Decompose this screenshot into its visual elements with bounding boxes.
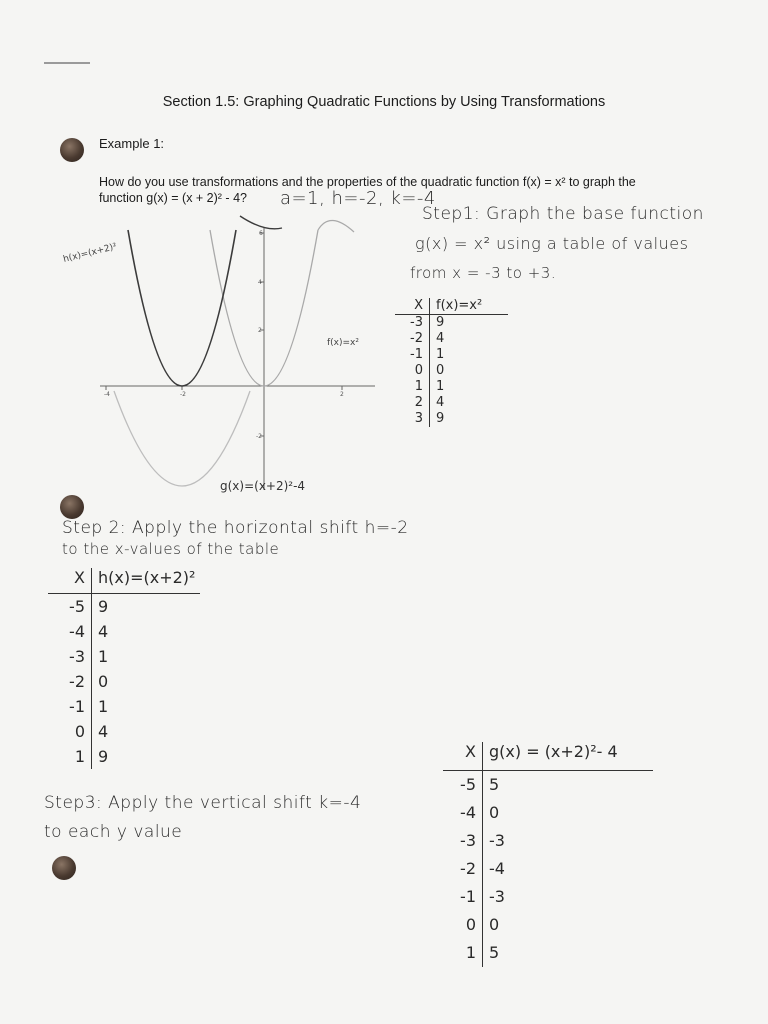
- x-ticks: [106, 386, 342, 390]
- question-line-1: How do you use transformations and the properties of the quadratic function f(x) = x² to graph the: [99, 175, 636, 189]
- cell-x: 1: [48, 744, 92, 769]
- table-row: [443, 855, 653, 883]
- table-row: [395, 363, 508, 379]
- curve-g: [114, 391, 250, 486]
- question-line-2: function g(x) = (x + 2)² - 4?: [99, 191, 247, 205]
- cell-y: 0: [489, 803, 500, 822]
- cell-x: 3: [395, 411, 430, 427]
- cell-y: 4: [436, 331, 445, 346]
- table-step2: [48, 568, 200, 769]
- cell-y: 4: [98, 622, 109, 641]
- table-step1: [395, 298, 508, 427]
- cell-y: 9: [98, 597, 109, 616]
- label-g: g(x)=(x+2)²-4: [220, 479, 306, 493]
- cell-y: 1: [98, 697, 109, 716]
- cell-x: -2: [48, 669, 92, 694]
- step2-line-1: Step 2: Apply the horizontal shift h=-2: [62, 518, 409, 538]
- cell-x: 0: [48, 719, 92, 744]
- page-title: Section 1.5: Graphing Quadratic Functions by Using Transformations: [162, 94, 606, 110]
- cell-x: -5: [48, 594, 92, 619]
- tick-label: 2: [258, 327, 262, 334]
- cell-x: -1: [395, 347, 430, 363]
- cell-x: -3: [443, 827, 483, 855]
- table-row: [48, 719, 200, 744]
- transformations-graph: [55, 210, 395, 510]
- cell-y: 9: [436, 411, 445, 426]
- curve-h: [128, 230, 236, 386]
- cell-x: -4: [443, 799, 483, 827]
- table-row: [48, 644, 200, 669]
- step3-line-2: to each y value: [44, 822, 183, 842]
- cell-y: 0: [98, 672, 109, 691]
- cell-x: 1: [443, 939, 483, 967]
- cell-x: -1: [443, 883, 483, 911]
- cell-x: -2: [395, 331, 430, 347]
- header-y: h(x)=(x+2)²: [98, 568, 196, 587]
- example-label: Example 1:: [99, 136, 165, 151]
- scan-edge-mark: [44, 62, 90, 64]
- table-header: [443, 742, 653, 771]
- label-f: f(x)=x²: [327, 338, 359, 348]
- table-row: [48, 669, 200, 694]
- cell-x: 1: [395, 379, 430, 395]
- punch-hole-icon: [60, 138, 84, 162]
- table-row: [443, 883, 653, 911]
- y-ticks: [260, 233, 264, 436]
- cell-y: 1: [98, 647, 109, 666]
- tick-label: 2: [340, 391, 344, 398]
- header-y: f(x)=x²: [436, 298, 483, 313]
- cell-y: 9: [436, 315, 445, 330]
- table-header: [395, 298, 508, 315]
- cell-x: -5: [443, 771, 483, 799]
- cell-y: -4: [489, 859, 505, 878]
- header-x: X: [443, 742, 483, 770]
- header-x: X: [395, 298, 430, 314]
- table-row: [395, 395, 508, 411]
- cell-x: 2: [395, 395, 430, 411]
- cell-y: 1: [436, 379, 445, 394]
- table-row: [443, 827, 653, 855]
- cell-y: -3: [489, 887, 505, 906]
- step3-line-1: Step3: Apply the vertical shift k=-4: [44, 793, 362, 813]
- tick-label: 6: [259, 230, 263, 237]
- cell-y: -3: [489, 831, 505, 850]
- table-row: [48, 744, 200, 769]
- cell-y: 0: [489, 915, 500, 934]
- step1-line-3: from x = -3 to +3.: [410, 264, 557, 282]
- tick-label: 4: [258, 279, 262, 286]
- table-row: [395, 331, 508, 347]
- table-row: [48, 694, 200, 719]
- cell-x: 0: [395, 363, 430, 379]
- cell-x: -2: [443, 855, 483, 883]
- table-row: [443, 771, 653, 799]
- table-header: [48, 568, 200, 594]
- cell-x: 0: [443, 911, 483, 939]
- table-row: [395, 315, 508, 331]
- tick-label: -2: [180, 391, 186, 398]
- parameters-note: a=1, h=-2, k=-4: [280, 188, 436, 209]
- table-row: [48, 619, 200, 644]
- punch-hole-icon: [52, 856, 76, 880]
- cell-x: -4: [48, 619, 92, 644]
- table-row: [48, 594, 200, 619]
- cell-y: 4: [98, 722, 109, 741]
- table-row: [395, 347, 508, 363]
- curve-h-extension: [240, 216, 282, 229]
- table-row: [395, 411, 508, 427]
- tick-label: -2: [256, 433, 262, 440]
- table-step3: [443, 742, 653, 967]
- step1-line-2: g(x) = x² using a table of values: [415, 234, 689, 253]
- cell-y: 4: [436, 395, 445, 410]
- step1-line-1: Step1: Graph the base function: [422, 204, 704, 224]
- header-x: X: [48, 568, 92, 593]
- cell-y: 1: [436, 347, 445, 362]
- table-row: [443, 911, 653, 939]
- cell-x: -1: [48, 694, 92, 719]
- cell-x: -3: [395, 315, 430, 331]
- cell-y: 9: [98, 747, 109, 766]
- table-row: [443, 939, 653, 967]
- label-h: h(x)=(x+2)²: [62, 241, 118, 265]
- tick-label: -4: [104, 391, 110, 398]
- cell-x: -3: [48, 644, 92, 669]
- table-row: [443, 799, 653, 827]
- cell-y: 0: [436, 363, 445, 378]
- header-y: g(x) = (x+2)²- 4: [489, 742, 618, 761]
- step2-line-2: to the x-values of the table: [62, 540, 280, 558]
- cell-y: 5: [489, 943, 500, 962]
- cell-y: 5: [489, 775, 500, 794]
- table-row: [395, 379, 508, 395]
- curve-f-extension: [318, 220, 354, 232]
